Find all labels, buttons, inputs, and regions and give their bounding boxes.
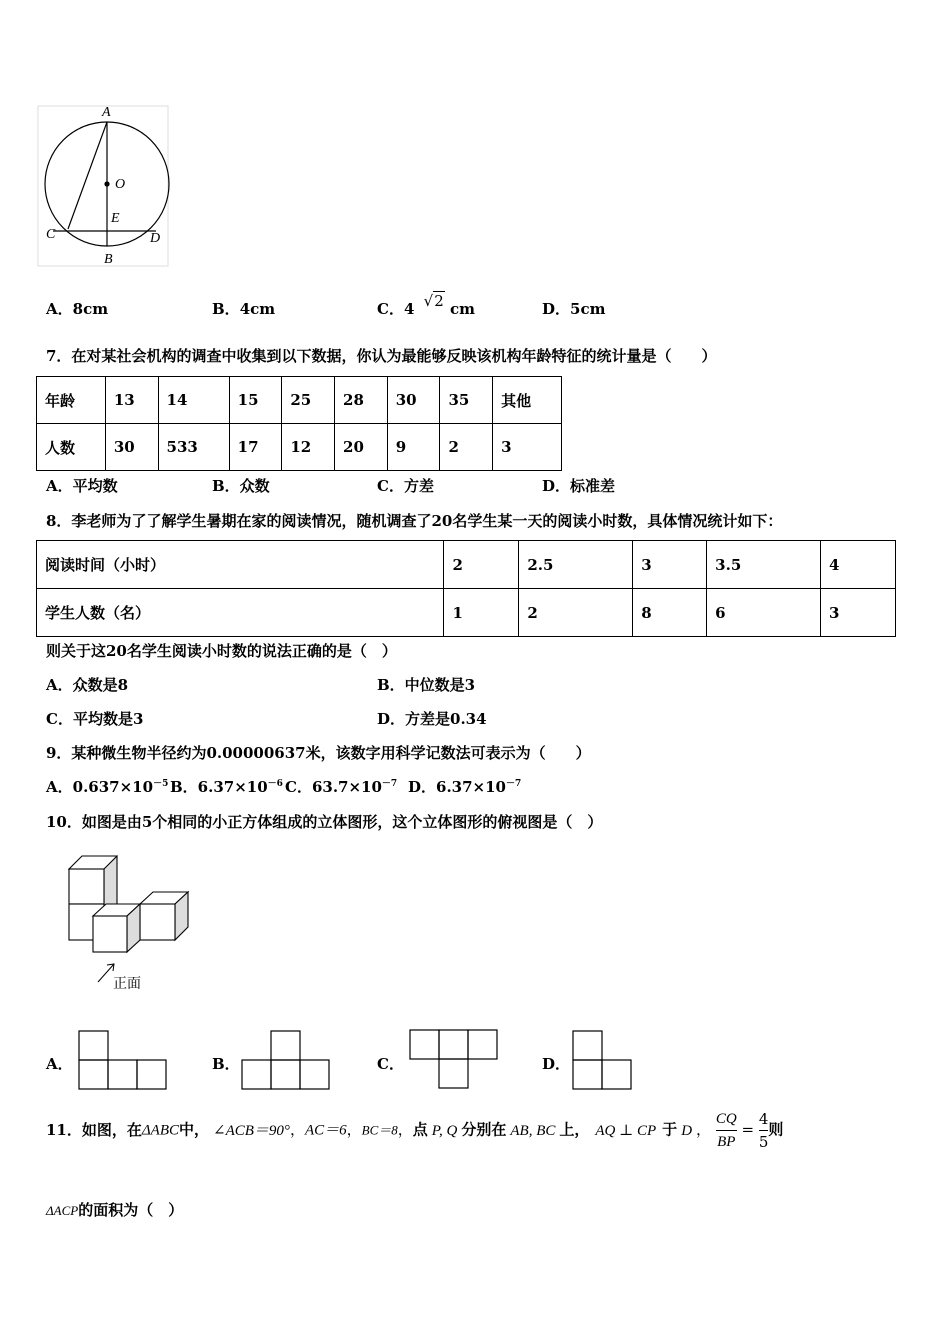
table-row (37, 424, 562, 471)
q9-option-a[interactable]: A．$0.637\times 10^{-5}$ (46, 778, 169, 796)
figure-frame (38, 106, 168, 266)
table-cell: 4 (821, 541, 896, 589)
label-b: B (104, 252, 113, 267)
q8-table (36, 540, 896, 637)
q8-option-c[interactable]: C．平均数是3 (46, 710, 144, 728)
q6-option-a[interactable]: A．8cm (46, 300, 109, 318)
table-row (37, 541, 896, 589)
table-cell: 2 (519, 589, 633, 637)
table-cell: 12 (282, 424, 335, 471)
label-e: E (111, 211, 120, 226)
table-cell: 8 (633, 589, 707, 637)
label-d: D (150, 231, 161, 246)
q8-followup: 则关于这20名学生阅读小时数的说法正确的是（ ） (46, 642, 397, 660)
q7-option-c[interactable]: C．方差 (377, 477, 434, 495)
table-cell: 20 (335, 424, 388, 471)
table-cell: 6 (707, 589, 821, 637)
q11-stem: 11．如图，在ΔABC中， ∠ACB＝90°，AC＝6，BC＝8，点 P, Q 分别在 AB, BC 上， AQ ⊥ CP 于 D ， $\frac{CQ}{BP}$ = $\frac{4}{5}$ 则 (46, 1110, 784, 1151)
table-cell: 学生人数（名） (37, 589, 444, 637)
table-row (37, 377, 562, 424)
table-row (37, 589, 896, 637)
table-cell: 30 (105, 424, 158, 471)
label-c: C (46, 227, 56, 242)
cube-figure (60, 852, 190, 992)
q7-option-a[interactable]: A．平均数 (46, 477, 118, 495)
front-arrow (98, 964, 114, 982)
q10-stem: 10．如图是由5个相同的小正方体组成的立体图形，这个立体图形的俯视图是（ ） (46, 813, 603, 831)
q9-option-d[interactable]: D．$6.37\times 10^{-7}$ (408, 778, 522, 796)
q7-option-d[interactable]: D．标准差 (542, 477, 616, 495)
table-cell: 3 (633, 541, 707, 589)
table-cell: 3.5 (707, 541, 821, 589)
table-cell: 1 (444, 589, 519, 637)
q10-option-d-view[interactable] (572, 1030, 634, 1092)
table-cell: 35 (440, 377, 493, 424)
table-cell: 阅读时间（小时） (37, 541, 444, 589)
table-cell: 533 (158, 424, 229, 471)
table-cell: 人数 (37, 424, 106, 471)
q10-option-b-label[interactable]: B． (212, 1055, 240, 1073)
q10-option-a-view[interactable] (78, 1030, 168, 1092)
q10-option-a-label[interactable]: A． (46, 1055, 73, 1073)
table-cell: 28 (335, 377, 388, 424)
table-cell: 15 (229, 377, 282, 424)
table-cell: 3 (821, 589, 896, 637)
table-cell: 14 (158, 377, 229, 424)
table-cell: 9 (387, 424, 440, 471)
q8-option-b[interactable]: B．中位数是3 (377, 676, 476, 694)
table-cell: 25 (282, 377, 335, 424)
chord-ac (68, 122, 107, 229)
table-cell: 2.5 (519, 541, 633, 589)
q10-option-c-view[interactable] (409, 1029, 499, 1091)
table-cell: 13 (105, 377, 158, 424)
label-o: O (115, 177, 126, 192)
q10-option-b-view[interactable] (241, 1030, 331, 1092)
q11-line2: ΔACP的面积为（ ） (46, 1201, 184, 1219)
q9-option-b[interactable]: B．$6.37\times 10^{-6}$ (170, 778, 283, 796)
front-label: 正面 (113, 976, 141, 992)
q9-stem: 9．某种微生物半径约为0.00000637米，该数字用科学记数法可表示为（ ） (46, 744, 591, 762)
label-a: A (102, 105, 111, 120)
table-cell: 其他 (493, 377, 562, 424)
q9-option-c[interactable]: C．$63.7\times 10^{-7}$ (285, 778, 398, 796)
fraction-cq-bp: $\frac{CQ}{BP}$ (716, 1108, 737, 1153)
circle-figure (38, 100, 178, 270)
q10-option-c-label[interactable]: C． (377, 1055, 404, 1073)
table-cell: 2 (440, 424, 493, 471)
table-cell: 年龄 (37, 377, 106, 424)
q7-table (36, 376, 562, 471)
table-cell: 3 (493, 424, 562, 471)
q8-option-d[interactable]: D．方差是0.34 (377, 710, 487, 728)
q10-option-d-label[interactable]: D． (542, 1055, 571, 1073)
q7-stem: 7．在对某社会机构的调查中收集到以下数据，你认为最能够反映该机构年龄特征的统计量是（ ） (46, 347, 717, 365)
fraction-4-5: $\frac{4}{5}$ (758, 1110, 769, 1151)
q8-option-a[interactable]: A．众数是8 (46, 676, 129, 694)
q6-option-d[interactable]: D．5cm (542, 300, 606, 318)
sqrt-expression: √2 (423, 292, 444, 310)
q6-option-b[interactable]: B．4cm (212, 300, 276, 318)
table-cell: 2 (444, 541, 519, 589)
table-cell: 17 (229, 424, 282, 471)
table-cell: 30 (387, 377, 440, 424)
q7-option-b[interactable]: B．众数 (212, 477, 270, 495)
center-dot (104, 181, 109, 186)
q8-stem: 8．李老师为了了解学生暑期在家的阅读情况，随机调查了20名学生某一天的阅读小时数，具体情况统计如下： (46, 512, 783, 530)
q6-option-c[interactable]: C．4 √2 cm (377, 292, 475, 318)
